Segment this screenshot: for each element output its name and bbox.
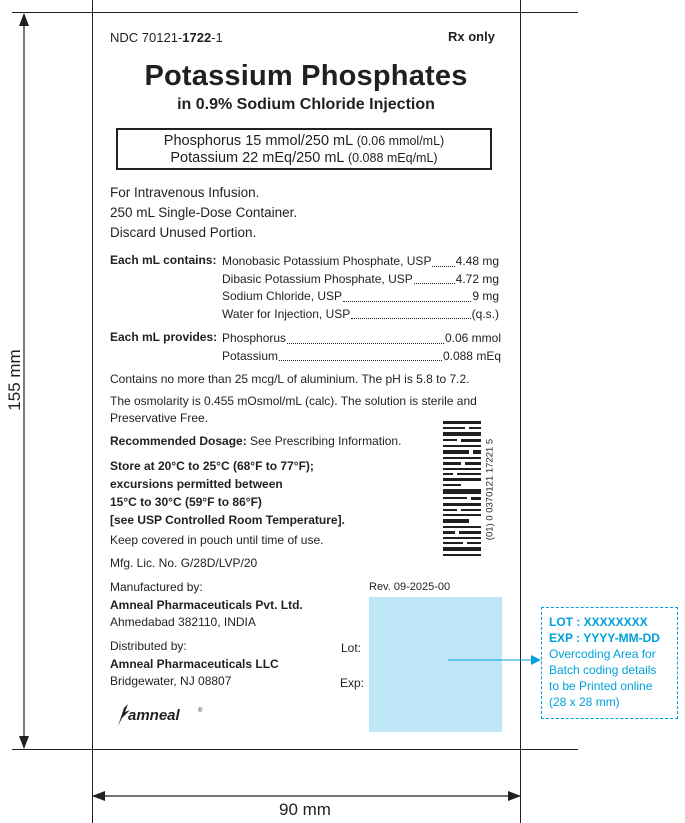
- osmolarity-line-1: The osmolarity is 0.455 mOsmol/mL (calc). The solution is sterile and: [110, 394, 477, 408]
- potassium-strength: Potassium 22 mEq/250 mL (0.088 mEq/mL): [170, 150, 438, 166]
- distributor-name: Amneal Pharmaceuticals LLC: [110, 656, 279, 671]
- distributor-address: Bridgewater, NJ 08807: [110, 674, 232, 688]
- usage-block: [110, 183, 297, 243]
- callout-exp: EXP : YYYY-MM-DD: [549, 631, 660, 645]
- manufacturer-name: Amneal Pharmaceuticals Pvt. Ltd.: [110, 597, 303, 612]
- nutrient-row: Phosphorus 0.06 mmol: [222, 331, 501, 345]
- recommended-dosage: Recommended Dosage: See Prescribing Information.: [110, 434, 402, 448]
- callout-lot: LOT : XXXXXXXX: [549, 615, 648, 629]
- manufacturer-address: Ahmedabad 382110, INDIA: [110, 615, 256, 629]
- callout-line: Overcoding Area for: [549, 647, 656, 661]
- top-trim-line: [12, 12, 578, 13]
- provides-label: Each mL provides:: [110, 330, 218, 344]
- pouch-note: Keep covered in pouch until time of use.: [110, 533, 324, 547]
- width-dimension-label: 90 mm: [279, 800, 331, 819]
- barcode-human-readable: (01) 0 0370121 17221 5: [484, 438, 496, 541]
- contains-list: [222, 253, 499, 323]
- storage-block: [110, 457, 345, 529]
- contains-label: Each mL contains:: [110, 253, 217, 267]
- left-trim-line: [92, 0, 93, 823]
- manufacturer-block: [110, 579, 303, 632]
- callout-line: Batch coding details: [549, 663, 657, 677]
- ingredient-row: Monobasic Potassium Phosphate, USP 4.48 mg: [222, 254, 499, 268]
- usage-line: For Intravenous Infusion.: [110, 185, 260, 200]
- exp-label: Exp:: [340, 676, 365, 690]
- ingredient-row: Sodium Chloride, USP 9 mg: [222, 289, 499, 303]
- product-title: Potassium Phosphates: [144, 60, 468, 92]
- ingredient-row: Water for Injection, USP (q.s.): [222, 306, 499, 321]
- overcoding-callout: [541, 607, 678, 719]
- ingredient-row: Dibasic Potassium Phosphate, USP 4.72 mg: [222, 271, 499, 286]
- gs1-databar-barcode: [443, 421, 481, 558]
- usage-line: 250 mL Single-Dose Container.: [110, 205, 298, 220]
- callout-line: to be Printed online: [549, 679, 653, 693]
- distributed-by-label: Distributed by:: [110, 639, 187, 653]
- osmolarity-line-2: Preservative Free.: [110, 411, 209, 425]
- lot-label: Lot:: [341, 641, 362, 655]
- registered-mark-icon: ®: [198, 708, 203, 714]
- right-trim-line: [520, 0, 521, 823]
- amneal-logo-text: amneal: [128, 707, 180, 724]
- strength-box: [116, 128, 492, 170]
- phosphorus-strength: Phosphorus 15 mmol/250 mL (0.06 mmol/mL): [163, 133, 445, 149]
- distributor-block: [110, 638, 279, 691]
- usage-line: Discard Unused Portion.: [110, 225, 257, 240]
- product-subtitle: in 0.9% Sodium Chloride Injection: [177, 96, 435, 113]
- storage-line: 15°C to 30°C (59°F to 86°F): [110, 495, 262, 509]
- rx-only: Rx only: [448, 29, 495, 44]
- provides-list: [222, 330, 501, 365]
- storage-line: [see USP Controlled Room Temperature].: [110, 513, 345, 527]
- mfg-license: Mfg. Lic. No. G/28D/LVP/20: [110, 556, 258, 570]
- storage-line: excursions permitted between: [110, 477, 283, 491]
- callout-arrow: [448, 654, 543, 666]
- aluminium-statement: Contains no more than 25 mcg/L of aluminium. The pH is 5.8 to 7.2.: [110, 372, 470, 386]
- storage-line: Store at 20°C to 25°C (68°F to 77°F);: [110, 459, 314, 473]
- manufactured-by-label: Manufactured by:: [110, 580, 203, 594]
- nutrient-row: Potassium 0.088 mEq: [222, 348, 501, 363]
- ndc-number: NDC 70121-1722-1: [110, 30, 223, 45]
- revision: Rev. 09-2025-00: [369, 581, 451, 593]
- callout-line: (28 x 28 mm): [549, 695, 620, 709]
- height-dimension-label: 155 mm: [5, 349, 24, 411]
- bottom-trim-line: [12, 749, 578, 750]
